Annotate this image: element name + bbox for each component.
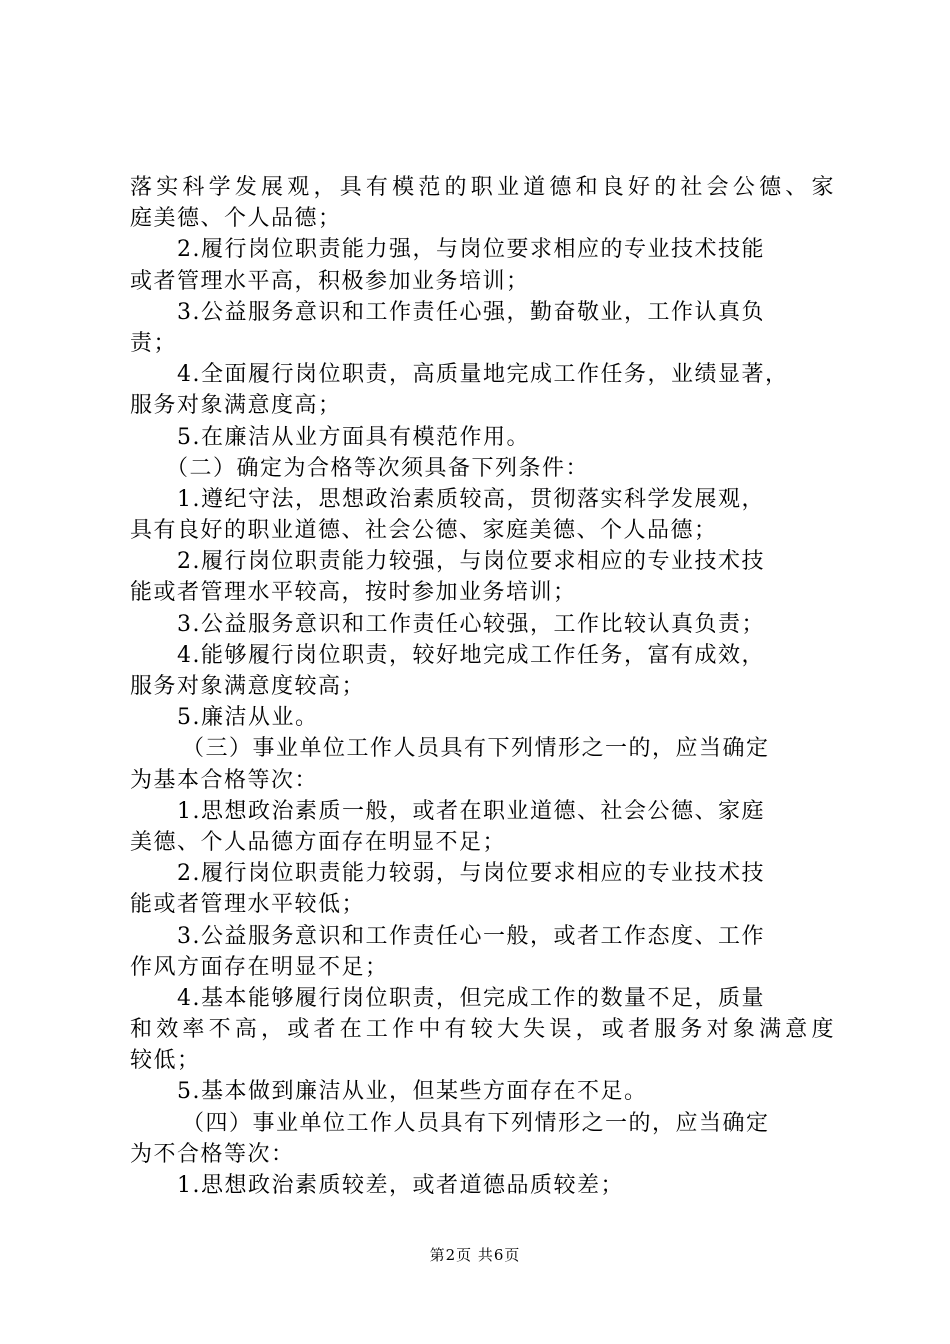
paragraph-line: 能或者管理水平较低； [130, 892, 366, 918]
paragraph-line: 2.履行岗位职责能力较强，与岗位要求相应的专业技术技 [177, 549, 765, 575]
paragraph-line: 服务对象满意度高； [130, 393, 342, 419]
paragraph-line: 2.履行岗位职责能力强，与岗位要求相应的专业技术技能 [177, 237, 765, 263]
paragraph-line: 为不合格等次： [130, 1141, 295, 1167]
paragraph-line: 1.遵纪守法，思想政治素质较高，贯彻落实科学发展观， [177, 486, 765, 512]
paragraph-line: 4.全面履行岗位职责，高质量地完成工作任务，业绩显著， [177, 362, 789, 388]
paragraph-line: 3.公益服务意识和工作责任心强，勤奋敬业，工作认真负 [177, 299, 765, 325]
page-number-footer: 第2页 共6页 [429, 1246, 521, 1264]
paragraph-line: 能或者管理水平较高，按时参加业务培训； [130, 580, 577, 606]
paragraph-line: 庭美德、个人品德； [130, 206, 342, 232]
paragraph-line: 或者管理水平高，积极参加业务培训； [130, 268, 530, 294]
paragraph-line: 较低； [130, 1048, 201, 1074]
paragraph-line: 2.履行岗位职责能力较弱，与岗位要求相应的专业技术技 [177, 861, 765, 887]
section-heading: （二）确定为合格等次须具备下列条件： [166, 455, 590, 481]
paragraph-line: 责； [130, 330, 178, 356]
paragraph-line: 5.基本做到廉洁从业，但某些方面存在不足。 [177, 1079, 648, 1105]
paragraph-line: 3.公益服务意识和工作责任心一般，或者工作态度、工作 [177, 923, 765, 949]
document-body [130, 172, 835, 1201]
paragraph-line: 和效率不高，或者在工作中有较大失误，或者服务对象满意度 [130, 1017, 835, 1043]
section-heading: （三）事业单位工作人员具有下列情形之一的，应当确定 [182, 736, 770, 762]
paragraph-line: 5.廉洁从业。 [177, 705, 319, 731]
section-heading: （四）事业单位工作人员具有下列情形之一的，应当确定 [182, 1110, 770, 1136]
paragraph-line: 为基本合格等次： [130, 767, 319, 793]
paragraph-line: 1.思想政治素质一般，或者在职业道德、社会公德、家庭 [177, 798, 765, 824]
paragraph-line: 5.在廉洁从业方面具有模范作用。 [177, 424, 530, 450]
paragraph-line: 1.思想政治素质较差，或者道德品质较差； [177, 1173, 624, 1198]
paragraph-line: 具有良好的职业道德、社会公德、家庭美德、个人品德； [130, 518, 718, 544]
paragraph-line: 4.基本能够履行岗位职责，但完成工作的数量不足，质量 [177, 985, 765, 1011]
paragraph-line: 落实科学发展观，具有模范的职业道德和良好的社会公德、家 [130, 175, 835, 200]
paragraph-line: 4.能够履行岗位职责，较好地完成工作任务，富有成效， [177, 642, 765, 668]
paragraph-line: 美德、个人品德方面存在明显不足； [130, 829, 507, 855]
paragraph-line: 作风方面存在明显不足； [130, 954, 389, 980]
paragraph-line: 服务对象满意度较高； [130, 674, 366, 699]
paragraph-line: 3.公益服务意识和工作责任心较强，工作比较认真负责； [177, 611, 765, 637]
